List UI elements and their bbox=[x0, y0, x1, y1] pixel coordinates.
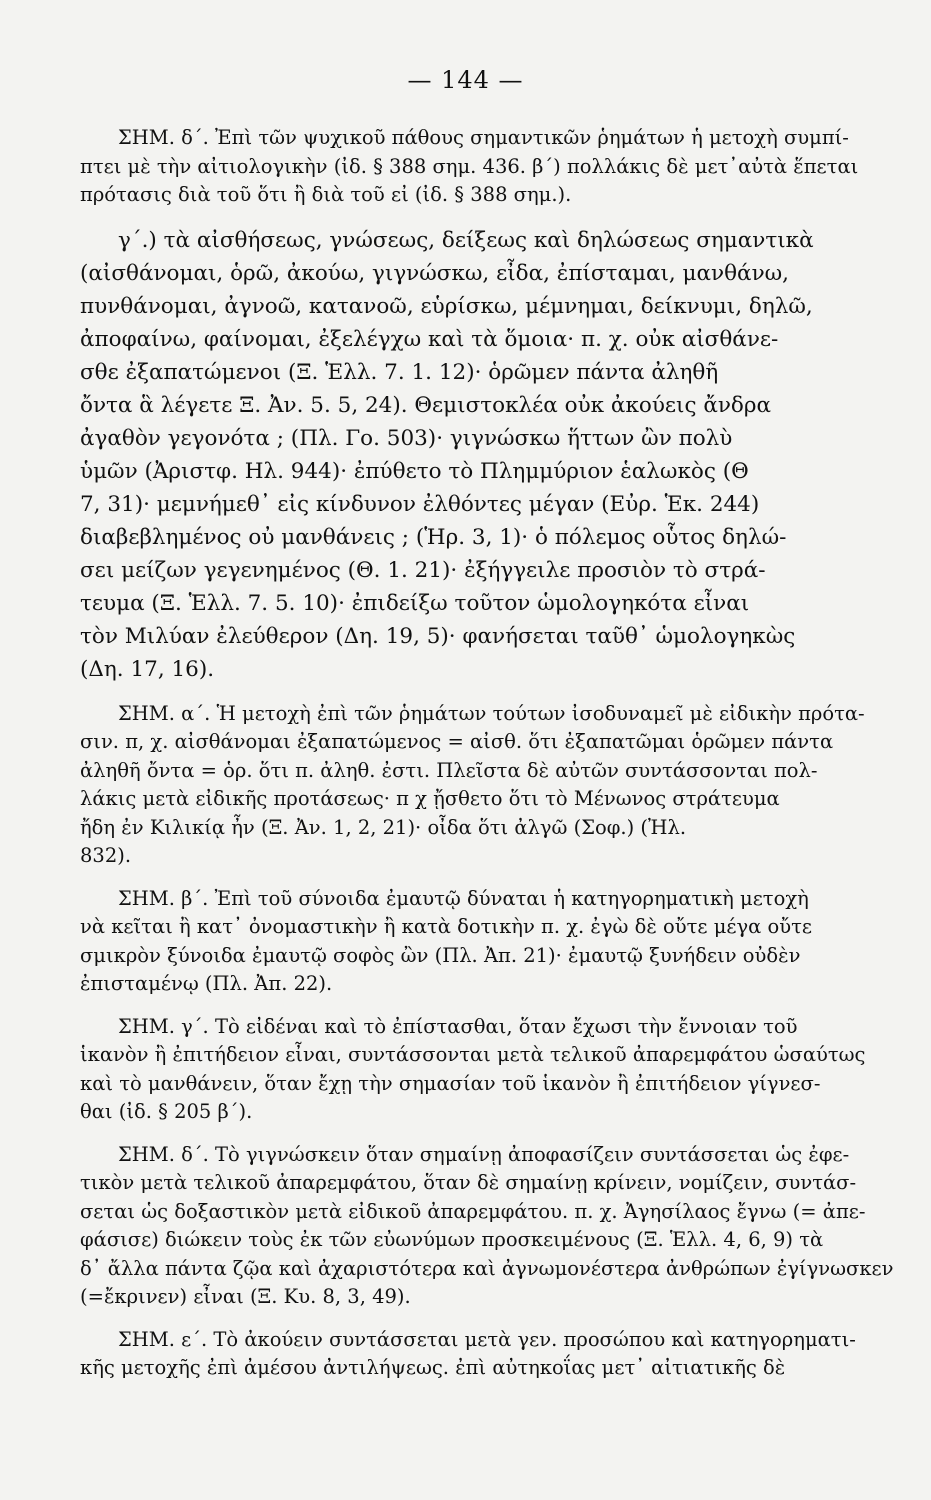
text-line: σει μείζων γεγενημένος (Θ. 1. 21)· ἐξήγγειλε προσιὸν τὸ στρά- bbox=[80, 557, 766, 583]
text-line: ΣΗΜ. γ΄. Τὸ εἰδέναι καὶ τὸ ἐπίστασθαι, ὅταν ἔχωσι τὴν ἔννοιαν τοῦ bbox=[118, 1014, 798, 1038]
text-line: ΣΗΜ. δ΄. Ἐπὶ τῶν ψυχικοῦ πάθους σημαντικῶν ῥημάτων ἡ μετοχὴ συμπί- bbox=[118, 126, 849, 149]
text-line: ἀγαθὸν γεγονότα ; (Πλ. Γο. 503)· γιγνώσκω ἥττων ὢν πολὺ bbox=[80, 425, 733, 451]
text-line: σμικρὸν ξύνοιδα ἐμαυτῷ σοφὸς ὢν (Πλ. Ἀπ. 21)· ἐμαυτῷ ξυνήδειν οὐδὲν bbox=[80, 943, 801, 967]
text-line: σιν. π, χ. αἰσθάνομαι ἐξαπατώμενος = αἰσθ. ὅτι ἐξαπατῶμαι ὁρῶμεν πάντα bbox=[80, 730, 834, 753]
text-line: τικὸν μετὰ τελικοῦ ἀπαρεμφάτου, ὅταν δὲ σημαίνῃ κρίνειν, νομίζειν, συντάσ- bbox=[80, 1171, 857, 1194]
text-line: ἱκανὸν ἢ ἐπιτήδειον εἶναι, συντάσσονται μετὰ τελικοῦ ἀπαρεμφάτου ὡσαύτως bbox=[80, 1043, 866, 1066]
note-d-top bbox=[80, 124, 918, 210]
text-line: τὸν Μιλύαν ἐλεύθερον (Δη. 19, 5)· φανήσεται ταῦθ᾽ ὡμολογηκὼς bbox=[80, 623, 796, 649]
note-e bbox=[80, 1326, 918, 1383]
note-d-bottom bbox=[80, 1141, 918, 1312]
text-line: ΣΗΜ. β΄. Ἐπὶ τοῦ σύνοιδα ἐμαυτῷ δύναται ἡ κατηγορηματικὴ μετοχὴ bbox=[118, 886, 809, 910]
text-line: τευμα (Ξ. Ἑλλ. 7. 5. 10)· ἐπιδείξω τοῦτον ὡμολογηκότα εἶναι bbox=[80, 590, 750, 616]
page-number: — 144 — bbox=[407, 66, 524, 94]
text-line: φάσισε) διώκειν τοὺς ἐκ τῶν εὐωνύμων προσκειμένους (Ξ. Ἑλλ. 4, 6, 9) τὰ bbox=[80, 1228, 824, 1251]
note-g bbox=[80, 1013, 918, 1127]
text-line: ΣΗΜ. ε΄. Τὸ ἀκούειν συντάσσεται μετὰ γεν. προσώπου καὶ κατηγορηματι- bbox=[118, 1327, 856, 1351]
text-line: (αἰσθάνομαι, ὁρῶ, ἀκούω, γιγνώσκω, εἶδα, ἐπίσταμαι, μανθάνω, bbox=[80, 260, 790, 286]
text-line: ἤδη ἐν Κιλικίᾳ ἦν (Ξ. Ἀν. 1, 2, 21)· οἶδα ὅτι ἀλγῶ (Σοφ.) (Ἠλ. bbox=[80, 815, 687, 839]
text-line: πυνθάνομαι, ἀγνοῶ, κατανοῶ, εὑρίσκω, μέμνημαι, δείκνυμι, δηλῶ, bbox=[80, 293, 813, 319]
text-line: ἐπισταμένῳ (Πλ. Ἀπ. 22). bbox=[80, 972, 333, 995]
text-line: νὰ κεῖται ἢ κατ᾽ ὀνομαστικὴν ἢ κατὰ δοτικὴν π. χ. ἐγὼ δὲ οὔτε μέγα οὔτε bbox=[80, 915, 813, 938]
text-line: πτει μὲ τὴν αἰτιολογικὴν (ἰδ. § 388 σημ. 436. β΄) πολλάκις δὲ μετ᾽αὐτὰ ἕπεται bbox=[80, 154, 859, 178]
text-line: 832). bbox=[80, 844, 132, 867]
text-line: δ᾽ ἄλλα πάντα ζῷα καὶ ἀχαριστότερα καὶ ἀγνωμονέστερα ἀνθρώπων ἐγίγνωσκεν bbox=[80, 1256, 894, 1280]
text-line: ἀποφαίνω, φαίνομαι, ἐξελέγχω καὶ τὰ ὅμοια· π. χ. οὐκ αἰσθάνε- bbox=[80, 326, 779, 352]
text-line: ἀληθῆ ὄντα = ὁρ. ὅτι π. ἀληθ. ἐστι. Πλεῖστα δὲ αὐτῶν συντάσσονται πολ- bbox=[80, 758, 818, 782]
page-body bbox=[80, 124, 918, 1397]
text-line: κῆς μετοχῆς ἐπὶ ἀμέσου ἀντιλήψεως. ἐπὶ αὐτηκοΐας μετ᾽ αἰτιατικῆς δὲ bbox=[80, 1356, 786, 1379]
text-line: γ΄.) τὰ αἰσθήσεως, γνώσεως, δείξεως καὶ δηλώσεως σημαντικὰ bbox=[118, 227, 814, 253]
text-line: (Δη. 17, 16). bbox=[80, 656, 215, 682]
note-b bbox=[80, 885, 918, 999]
text-line: ΣΗΜ. α΄. Ἡ μετοχὴ ἐπὶ τῶν ῥημάτων τούτων ἰσοδυναμεῖ μὲ εἰδικὴν πρότα- bbox=[118, 701, 865, 725]
text-line: θαι (ἰδ. § 205 β΄). bbox=[80, 1100, 253, 1123]
text-line: σεται ὡς δοξαστικὸν μετὰ εἰδικοῦ ἀπαρεμφάτου. π. χ. Ἀγησίλαος ἔγνω (= ἀπε- bbox=[80, 1199, 866, 1223]
text-line: ΣΗΜ. δ΄. Τὸ γιγνώσκειν ὅταν σημαίνῃ ἀποφασίζειν συντάσσεται ὡς ἐφε- bbox=[118, 1142, 850, 1166]
text-line: 7, 31)· μεμνήμεθ᾽ εἰς κίνδυνον ἐλθόντες μέγαν (Εὐρ. Ἑκ. 244) bbox=[80, 491, 760, 517]
note-a bbox=[80, 700, 918, 871]
text-line: καὶ τὸ μανθάνειν, ὅταν ἔχῃ τὴν σημασίαν τοῦ ἱκανὸν ἢ ἐπιτήδειον γίγνεσ- bbox=[80, 1071, 821, 1095]
text-line: διαβεβλημένος οὐ μανθάνεις ; (Ἡρ. 3, 1)· ὁ πόλεμος οὗτος δηλώ- bbox=[80, 524, 787, 550]
text-line: ὄντα ἃ λέγετε Ξ. Ἀν. 5. 5, 24). Θεμιστοκλέα οὐκ ἀκούεις ἄνδρα bbox=[80, 392, 772, 418]
text-line: σθε ἐξαπατώμενοι (Ξ. Ἑλλ. 7. 1. 12)· ὁρῶμεν πάντα ἀληθῆ bbox=[80, 359, 719, 385]
text-line: λάκις μετὰ εἰδικῆς προτάσεως· π χ ᾔσθετο ὅτι τὸ Μένωνος στράτευμα bbox=[80, 787, 780, 810]
text-line: (=ἔκρινεν) εἶναι (Ξ. Κυ. 8, 3, 49). bbox=[80, 1285, 411, 1308]
section-g bbox=[80, 224, 918, 686]
text-line: πρότασις διὰ τοῦ ὅτι ἢ διὰ τοῦ εἰ (ἰδ. § 388 σημ.). bbox=[80, 183, 572, 206]
text-line: ὑμῶν (Ἀριστφ. Ηλ. 944)· ἐπύθετο τὸ Πλημμύριον ἑαλωκὸς (Θ bbox=[80, 458, 749, 484]
